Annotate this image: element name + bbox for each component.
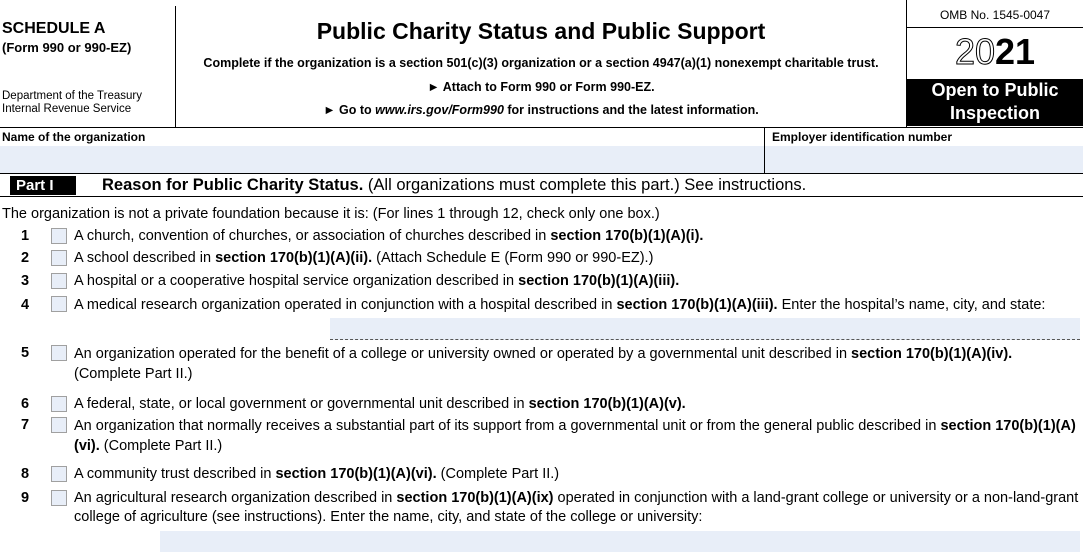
fields-bottom-rule: [0, 173, 1083, 174]
tax-year: [907, 33, 1083, 71]
line-7-checkbox[interactable]: [51, 417, 67, 433]
line-4-checkbox[interactable]: [51, 296, 67, 312]
line-1-text: [74, 227, 1080, 245]
line-text-post: operated in conjunction with a land-grant college or university or a non-land-grant college of agriculture (see instructions). Enter the name, city, and state of the college or university:: [74, 490, 1079, 525]
part-rule: [0, 196, 1083, 197]
line-8-checkbox[interactable]: [51, 466, 67, 482]
complete-instructions: Complete if the organization is a section 501(c)(3) organization or a section 4947(a)(1) nonexempt charitable trust.: [203, 56, 879, 70]
line-text-pre: A federal, state, or local government or governmental unit described in: [74, 396, 529, 412]
line-text-pre: A hospital or a cooperative hospital service organization described in: [74, 273, 519, 289]
line-4-hospital-field[interactable]: [330, 318, 1080, 340]
goto-instructions: [176, 103, 906, 117]
part-title: [102, 176, 806, 195]
part-title-rest: (All organizations must complete this part.) See instructions.: [363, 176, 807, 194]
line-number: 3: [21, 273, 30, 289]
line-6-text: [74, 395, 1080, 413]
part-title-bold: Reason for Public Charity Status.: [102, 176, 364, 194]
line-number: 5: [21, 345, 30, 361]
line-number: 8: [21, 466, 30, 482]
year-outline: 20: [954, 31, 995, 72]
line-text-pre: A school described in: [74, 250, 216, 266]
line-text-pre: An organization operated for the benefit of a college or university owned or operated by a governmental unit described in: [74, 346, 852, 362]
schedule-subtitle: (Form 990 or 990-EZ): [2, 40, 132, 55]
line-text-pre: An agricultural research organization described in: [74, 490, 397, 506]
line-text-pre: A church, convention of churches, or association of churches described in: [74, 228, 551, 244]
line-text-bold: section 170(b)(1)(A)(i).: [550, 228, 704, 244]
line-number: 7: [21, 417, 30, 433]
line-text-bold: section 170(b)(1)(A)(vi).: [275, 466, 437, 482]
line-text-bold: section 170(b)(1)(A)(vi).: [74, 418, 1076, 454]
attach-instructions: ► Attach to Form 990 or Form 990-EZ.: [427, 80, 655, 94]
goto-prefix: ► Go to: [323, 103, 376, 117]
open-to-public-badge: [907, 79, 1083, 126]
line-text-pre: A medical research organization operated in conjunction with a hospital described in: [74, 297, 617, 313]
dept-line-1: Department of the Treasury: [2, 90, 142, 102]
line-3-checkbox[interactable]: [51, 273, 67, 289]
dept-line-2: Internal Revenue Service: [2, 103, 132, 115]
line-2-text: [74, 249, 1080, 267]
omb-number: OMB No. 1545-0047: [939, 8, 1051, 22]
header-bottom-rule: [0, 127, 1083, 128]
line-number: 1: [21, 228, 30, 244]
line-text-post: (Complete Part II.): [436, 466, 560, 482]
org-name-field[interactable]: [0, 146, 764, 173]
line-text-bold: section 170(b)(1)(A)(iv).: [851, 346, 1013, 362]
line-text-post: (Complete Part II.): [99, 438, 223, 454]
line-6-checkbox[interactable]: [51, 396, 67, 412]
line-5-checkbox[interactable]: [51, 345, 67, 361]
line-number: 6: [21, 396, 30, 412]
line-9-text: [74, 489, 1080, 527]
line-9-college-field[interactable]: [160, 531, 1080, 552]
ein-field[interactable]: [765, 146, 1083, 173]
line-text-post: (Complete Part II.): [74, 366, 193, 382]
line-7-text: [74, 416, 1080, 456]
line-text-bold: section 170(b)(1)(A)(iii).: [518, 273, 680, 289]
schedule-title: SCHEDULE A: [2, 20, 106, 37]
line-text-post: Enter the hospital’s name, city, and state:: [777, 297, 1046, 313]
open-line-2: Inspection: [949, 103, 1040, 123]
line-number: 9: [21, 490, 30, 506]
line-3-text: [74, 272, 1080, 290]
line-number: 4: [21, 297, 30, 313]
line-2-checkbox[interactable]: [51, 250, 67, 266]
line-text-bold: section 170(b)(1)(A)(ii).: [215, 250, 373, 266]
part-tag: Part I: [10, 176, 76, 195]
line-9-checkbox[interactable]: [51, 490, 67, 506]
goto-suffix: for instructions and the latest information.: [503, 103, 759, 117]
line-1-checkbox[interactable]: [51, 228, 67, 244]
line-text-bold: section 170(b)(1)(A)(v).: [528, 396, 686, 412]
line-8-text: [74, 465, 1080, 483]
department-label: [2, 90, 142, 116]
line-text-bold: section 170(b)(1)(A)(iii).: [616, 297, 778, 313]
line-text-pre: A community trust described in: [74, 466, 276, 482]
form-main-title: Public Charity Status and Public Support: [316, 18, 766, 44]
line-number: 2: [21, 250, 30, 266]
omb-divider: [907, 27, 1083, 28]
ein-label: Employer identification number: [772, 130, 953, 144]
open-line-1: Open to Public: [931, 80, 1059, 100]
irs-link[interactable]: www.irs.gov/Form990: [375, 103, 504, 117]
year-solid: 21: [995, 31, 1036, 72]
intro-text: The organization is not a private foundation because it is: (For lines 1 through 12, check only one box.): [2, 206, 660, 222]
line-text-bold: section 170(b)(1)(A)(ix): [396, 490, 554, 506]
line-text-pre: An organization that normally receives a substantial part of its support from a governmental unit or from the general public described in: [74, 418, 941, 434]
line-4-text: [74, 295, 1080, 315]
line-text-post: (Attach Schedule E (Form 990 or 990-EZ).): [372, 250, 654, 266]
line-5-text: [74, 344, 1080, 384]
org-name-label: Name of the organization: [2, 130, 146, 144]
